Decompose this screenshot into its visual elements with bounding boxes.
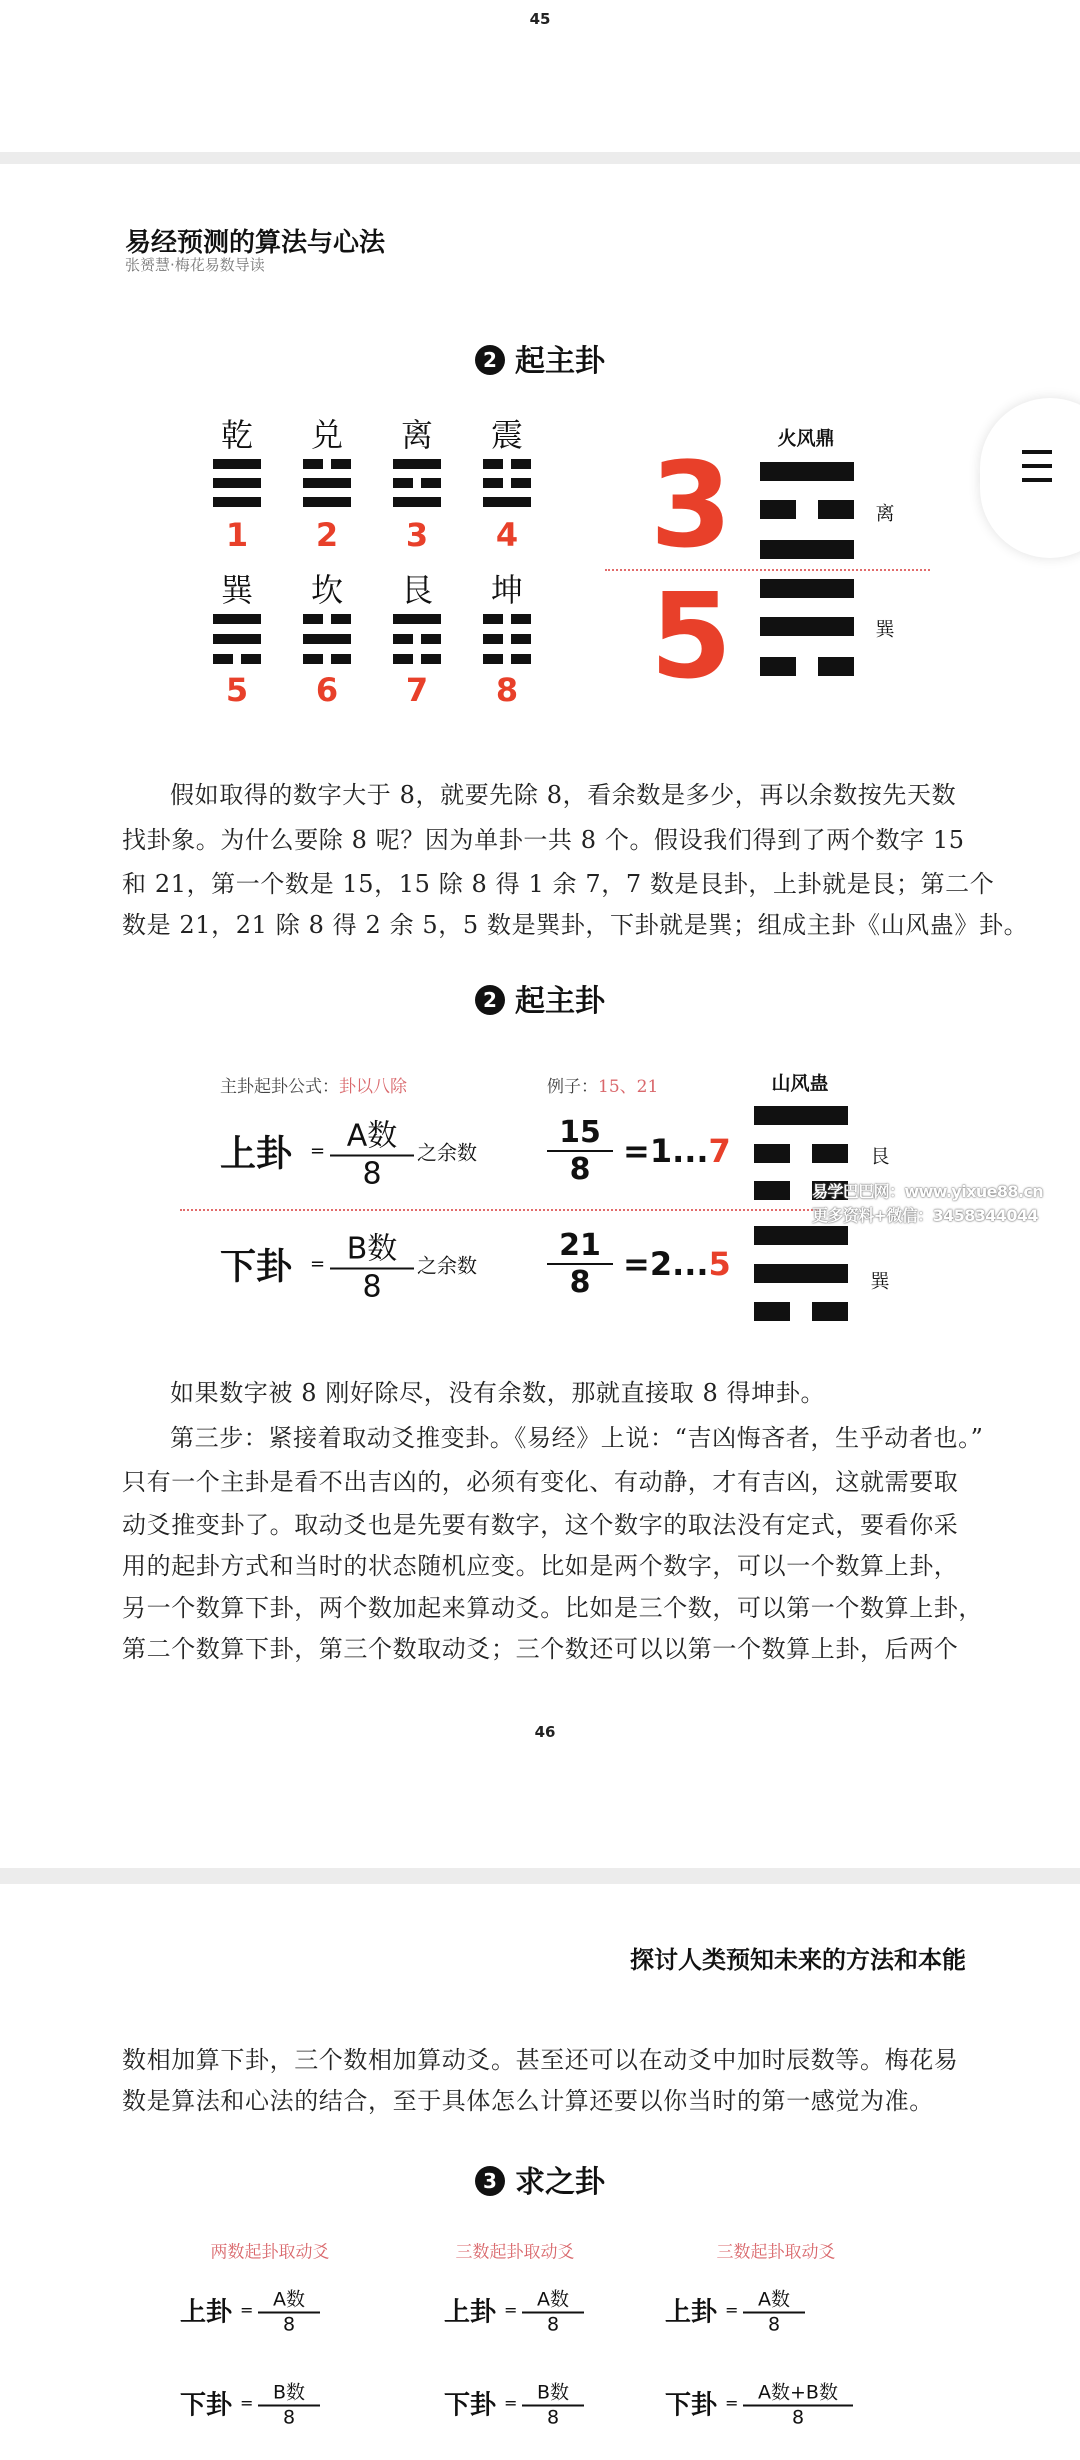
yin-line: [511, 614, 531, 624]
menu-button[interactable]: [980, 398, 1080, 558]
denominator: 8: [282, 2313, 296, 2336]
text-line: 第三步：紧接着取动爻推变卦。《易经》上说：“吉凶悔吝者，生乎动者也。”: [170, 1424, 984, 1452]
yang-line: [393, 497, 441, 507]
column-heading: 三数起卦取动爻: [455, 2242, 575, 2263]
fraction: [522, 2285, 584, 2336]
chapter-title: 探讨人类预知未来的方法和本能: [630, 1946, 966, 1974]
yang-line: [303, 497, 351, 507]
result-remainder: 5: [708, 1245, 731, 1283]
yin-line: [213, 654, 233, 664]
numerator: B数: [258, 2378, 320, 2407]
trigram-name: 乾: [220, 416, 254, 454]
result-quotient: =1...: [623, 1132, 709, 1170]
yin-line: [483, 459, 503, 469]
numerator: A数: [258, 2285, 320, 2314]
trigram-name: 坤: [490, 571, 524, 609]
section-title-3: [0, 2157, 1080, 2201]
numerator: A数: [522, 2285, 584, 2314]
hexagram-name: 山风蛊: [771, 1072, 829, 1095]
circled-number: 3: [475, 2166, 505, 2196]
trigram-name: 巽: [220, 571, 254, 609]
section-title-text: 起主卦: [515, 984, 605, 1019]
upper-gua-label: 上卦: [180, 2297, 233, 2328]
text-line: 数是 21，21 除 8 得 2 余 5，5 数是巽卦，下卦就是巽；组成主卦《山风蛊》卦。: [122, 911, 1029, 939]
example-fraction: [547, 1115, 613, 1187]
text-line: 和 21，第一个数是 15，15 除 8 得 1 余 7，7 数是艮卦，上卦就是艮；第二个: [122, 870, 995, 898]
equals: =: [310, 1253, 326, 1275]
text-line: 数相加算下卦，三个数相加算动爻。甚至还可以在动爻中加时辰数等。梅花易: [122, 2046, 959, 2074]
upper-gua-label: 上卦: [444, 2297, 497, 2328]
lower-gua-label: 下卦: [444, 2390, 497, 2421]
example-result: [623, 1132, 731, 1170]
denominator: 8: [362, 1269, 382, 1305]
trigram-name: 离: [400, 416, 434, 454]
formula-rule: 卦以八除: [339, 1077, 407, 1097]
example-fraction: [547, 1228, 613, 1300]
numerator: A数+B数: [743, 2378, 853, 2407]
yin-line: [421, 634, 441, 644]
page-separator: [0, 152, 1080, 164]
yin-line: [331, 459, 351, 469]
yin-line: [483, 634, 503, 644]
result-quotient: =2...: [623, 1245, 709, 1283]
yin-line: [393, 634, 413, 644]
denominator: 8: [767, 2313, 781, 2336]
yang-line: [213, 634, 261, 644]
denominator: 8: [569, 1152, 591, 1187]
section-title-2: [0, 976, 1080, 1020]
yang-line: [483, 497, 531, 507]
formula-label: 主卦起卦公式：卦以八除: [220, 1077, 407, 1097]
lower-gua-label: 下卦: [180, 2390, 233, 2421]
denominator: 8: [362, 1156, 382, 1192]
numerator: 21: [547, 1228, 613, 1265]
equals: =: [240, 2393, 254, 2413]
trigram-name: 艮: [400, 571, 434, 609]
equals: =: [240, 2300, 254, 2320]
yang-line: [754, 1226, 848, 1245]
yang-line: [393, 459, 441, 469]
upper-trigram-name: 离: [875, 502, 895, 525]
lower-number: 5: [650, 567, 733, 705]
yin-line: [483, 614, 503, 624]
text-line: 只有一个主卦是看不出吉凶的，必须有变化、有动静，才有吉凶，这就需要取: [122, 1468, 959, 1496]
yang-line: [754, 1264, 848, 1283]
yang-line: [303, 634, 351, 644]
lower-trigram-name: 巽: [870, 1270, 890, 1293]
fraction: [258, 2378, 320, 2429]
yin-line: [393, 478, 413, 488]
yang-line: [213, 497, 261, 507]
fraction: [258, 2285, 320, 2336]
denominator: 8: [546, 2406, 560, 2429]
fraction: [743, 2378, 853, 2429]
fraction: [743, 2285, 805, 2336]
fraction: [522, 2378, 584, 2429]
numerator: A数: [330, 1111, 414, 1157]
fraction: [330, 1224, 414, 1305]
equals: =: [310, 1140, 326, 1162]
equals: =: [725, 2300, 739, 2320]
equals: =: [725, 2393, 739, 2413]
equals: =: [504, 2300, 518, 2320]
trigram-number: 6: [315, 671, 339, 709]
divider-dotted: [605, 569, 930, 571]
upper-gua-label: 上卦: [665, 2297, 718, 2328]
example-label: 例子：15、21: [547, 1077, 659, 1097]
denominator: 8: [282, 2406, 296, 2429]
yin-line: [303, 614, 323, 624]
numerator: 15: [547, 1115, 613, 1152]
text-line: 第二个数算下卦，第三个数取动爻；三个数还可以以第一个数算上卦，后两个: [122, 1635, 959, 1663]
circled-number: 2: [475, 985, 505, 1015]
trigram-number: 4: [495, 516, 519, 554]
lower-gua-label: 下卦: [665, 2390, 718, 2421]
yin-line: [331, 614, 351, 624]
text-line: 找卦象。为什么要除 8 呢？因为单卦一共 8 个。假设我们得到了两个数字 15: [122, 826, 965, 854]
text-line: 假如取得的数字大于 8，就要先除 8，看余数是多少，再以余数按先天数: [170, 781, 957, 809]
yang-line: [760, 540, 854, 559]
paragraph-2: 如果数字被 8 刚好除尽，没有余数，那就直接取 8 得坤卦。: [170, 1379, 826, 1407]
yin-line: [483, 478, 503, 488]
yang-line: [760, 462, 854, 481]
yin-line: [511, 459, 531, 469]
trigram-number: 2: [315, 516, 339, 554]
section-title-text: 求之卦: [515, 2165, 605, 2200]
trigram-name: 兑: [310, 416, 344, 454]
trigram-name: 坎: [310, 571, 344, 609]
yang-line: [213, 459, 261, 469]
denominator: 8: [569, 1265, 591, 1300]
trigram-number: 7: [405, 671, 429, 709]
section-title-1: [0, 336, 1080, 380]
circled-number: 2: [475, 345, 505, 375]
column-heading: 三数起卦取动爻: [716, 2242, 836, 2263]
numerator: B数: [522, 2378, 584, 2407]
trigram-number: 1: [225, 516, 249, 554]
section-title-text: 起主卦: [515, 344, 605, 379]
yin-line: [483, 654, 503, 664]
trigram-number: 5: [225, 671, 249, 709]
yin-line: [303, 459, 323, 469]
lower-gua-label: 下卦: [220, 1246, 293, 1288]
yin-line: [818, 500, 854, 519]
trigram-number: 8: [495, 671, 519, 709]
text-line: 另一个数算下卦，两个数加起来算动爻。比如是三个数，可以第一个数算上卦，: [122, 1594, 983, 1622]
upper-trigram-name: 艮: [870, 1145, 890, 1168]
watermark: 易学巴巴网：www.yixue88.cn 更多资料+微信：3458344044: [812, 1182, 1044, 1225]
hamburger-icon[interactable]: [1022, 450, 1052, 454]
remainder-suffix: 之余数: [417, 1253, 477, 1278]
yin-line: [421, 654, 441, 664]
yin-line: [511, 478, 531, 488]
yin-line: [511, 654, 531, 664]
page-number-46: 46: [534, 1723, 556, 1741]
page-separator: [0, 1868, 1080, 1884]
book-title: 易经预测的算法与心法: [125, 228, 386, 258]
text-line: 数是算法和心法的结合，至于具体怎么计算还要以你当时的第一感觉为准。: [122, 2087, 934, 2115]
book-subtitle: 张赟慧·梅花易数导读: [125, 256, 265, 274]
yin-line: [754, 1181, 790, 1200]
yin-line: [754, 1302, 790, 1321]
yin-line: [760, 500, 796, 519]
trigram-number: 3: [405, 516, 429, 554]
upper-number: 3: [650, 436, 733, 574]
divider-dotted: [180, 1209, 820, 1211]
column-heading: 两数起卦取动爻: [210, 2242, 330, 2263]
fraction: [330, 1111, 414, 1192]
yin-line: [331, 654, 351, 664]
yang-line: [213, 614, 261, 624]
yang-line: [393, 614, 441, 624]
page-number-45: 45: [529, 10, 551, 28]
example-result: [623, 1245, 731, 1283]
yang-line: [760, 617, 854, 636]
yang-line: [754, 1106, 848, 1125]
remainder-suffix: 之余数: [417, 1140, 477, 1165]
result-remainder: 7: [708, 1132, 731, 1170]
text-line: 用的起卦方式和当时的状态随机应变。比如是两个数字，可以一个数算上卦，: [122, 1552, 959, 1580]
denominator: 8: [546, 2313, 560, 2336]
hexagram-name: 火风鼎: [777, 427, 835, 450]
yin-line: [812, 1144, 848, 1163]
text-line: 动爻推变卦了。取动爻也是先要有数字，这个数字的取法没有定式，要看你采: [122, 1511, 959, 1539]
yin-line: [511, 634, 531, 644]
yin-line: [818, 657, 854, 676]
yang-line: [303, 478, 351, 488]
yin-line: [241, 654, 261, 664]
upper-gua-label: 上卦: [220, 1133, 293, 1175]
example-values: 15、21: [598, 1077, 659, 1097]
yin-line: [760, 657, 796, 676]
yin-line: [393, 654, 413, 664]
equals: =: [504, 2393, 518, 2413]
trigram-name: 震: [490, 416, 524, 454]
yin-line: [754, 1144, 790, 1163]
denominator: 8: [791, 2406, 805, 2429]
yin-line: [812, 1302, 848, 1321]
yang-line: [213, 478, 261, 488]
numerator: B数: [330, 1224, 414, 1270]
yang-line: [760, 579, 854, 598]
yin-line: [421, 478, 441, 488]
yin-line: [303, 654, 323, 664]
lower-trigram-name: 巽: [875, 618, 895, 641]
numerator: A数: [743, 2285, 805, 2314]
